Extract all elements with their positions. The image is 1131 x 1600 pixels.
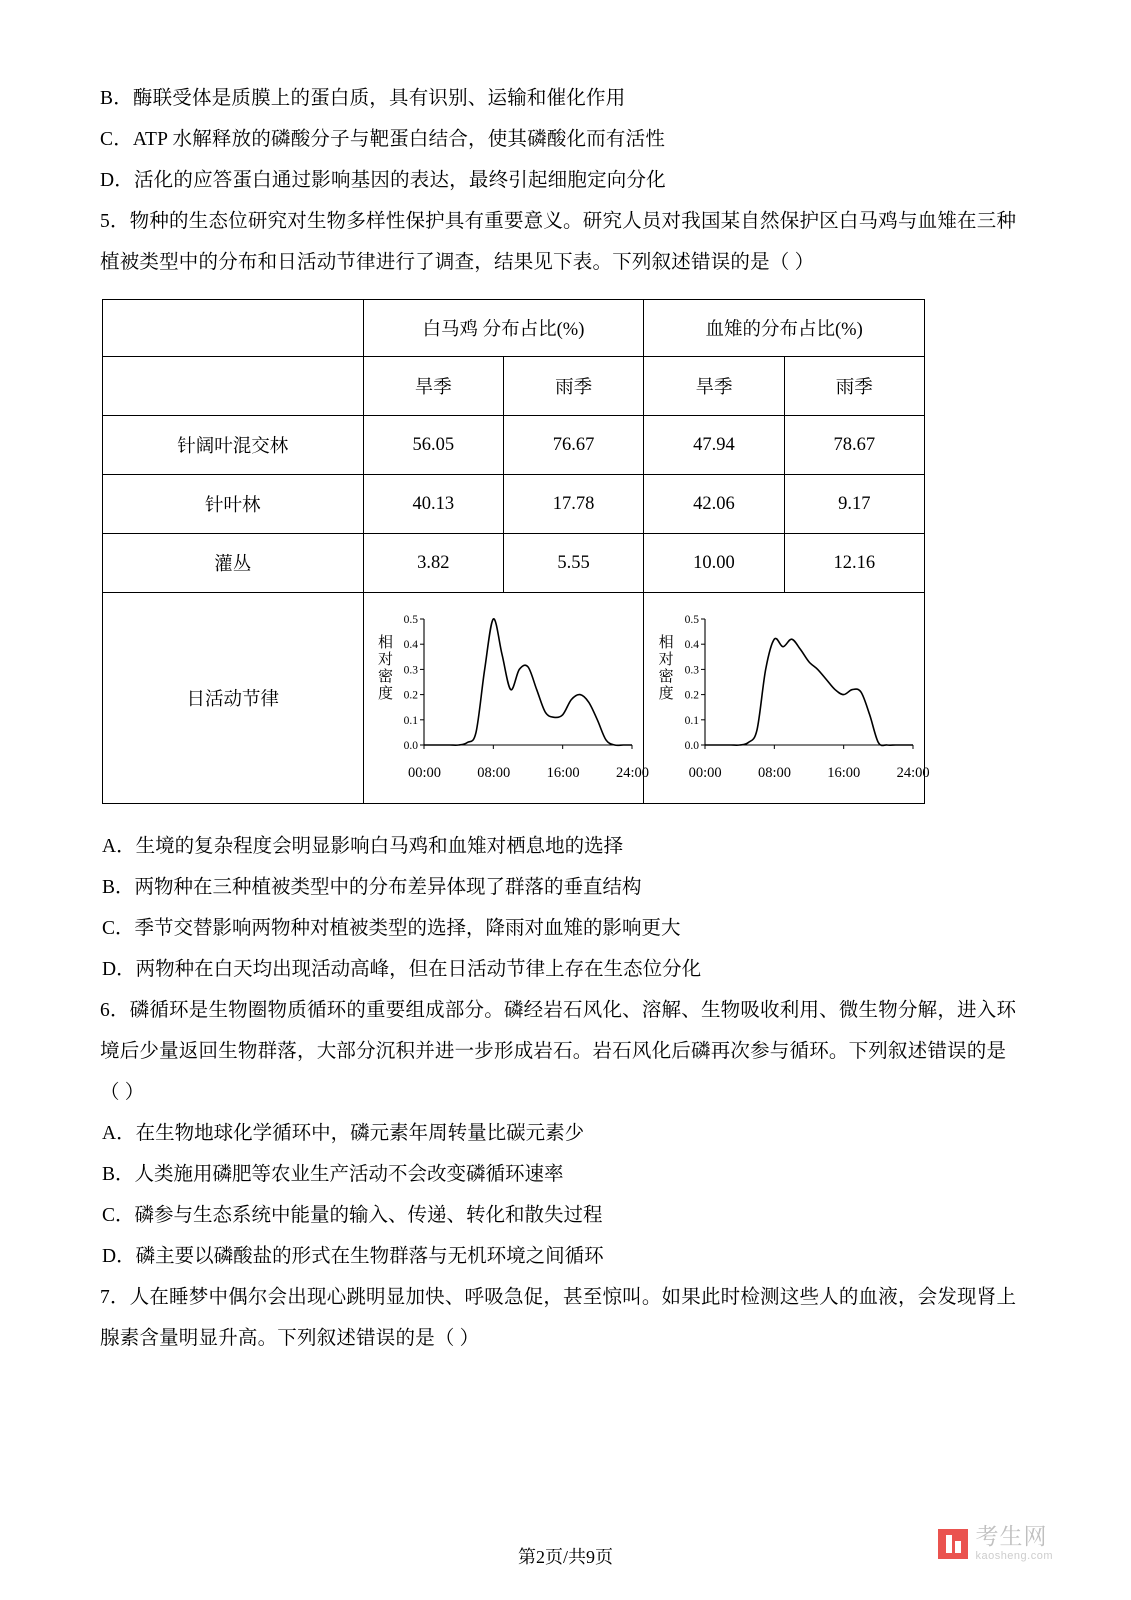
q6-option-d: D．磷主要以磷酸盐的形式在生物群落与无机环境之间循环 <box>102 1246 604 1267</box>
chart-2-xtick-label: 08:00 <box>757 765 791 781</box>
watermark <box>938 1525 1053 1562</box>
table-cell: 12.16 <box>784 534 924 593</box>
distribution-table-wrapper <box>102 299 930 804</box>
table-cell: 42.06 <box>644 475 784 534</box>
svg-text:0.4: 0.4 <box>684 639 700 652</box>
table-subheader-s1-dry: 旱季 <box>363 357 503 416</box>
question-7-line-2: 腺素含量明显升高。下列叙述错误的是（ ） <box>100 1328 480 1349</box>
table-subheader-blank <box>103 357 364 416</box>
svg-text:0.0: 0.0 <box>684 740 700 752</box>
table-row-label: 针阔叶混交林 <box>103 416 364 475</box>
table-row <box>103 534 925 593</box>
table-cell: 47.94 <box>644 416 784 475</box>
watermark-en-text: kaosheng.com <box>975 1550 1053 1562</box>
chart-cell-species-1 <box>363 593 649 804</box>
activity-chart-2 <box>649 605 930 791</box>
table-row-label: 灌丛 <box>103 534 364 593</box>
svg-text:0.1: 0.1 <box>404 714 419 727</box>
distribution-table <box>102 299 930 804</box>
table-row-label: 针叶林 <box>103 475 364 534</box>
chart-cell-species-2 <box>644 593 930 804</box>
svg-text:0.0: 0.0 <box>404 740 419 752</box>
table-header-species-2: 血雉的分布占比(%) <box>644 300 925 357</box>
table-subheader-s2-rain: 雨季 <box>784 357 924 416</box>
chart-2-xtick-label: 24:00 <box>896 765 930 781</box>
svg-text:0.5: 0.5 <box>684 614 700 626</box>
question-5-line-2: 植被类型中的分布和日活动节律进行了调查，结果见下表。下列叙述错误的是（ ） <box>100 252 815 273</box>
svg-text:0.5: 0.5 <box>404 614 419 626</box>
table-row <box>103 475 925 534</box>
table-header-species-1: 白马鸡 分布占比(%) <box>363 300 644 357</box>
question-6-line-1: 6．磷循环是生物圈物质循环的重要组成部分。磷经岩石风化、溶解、生物吸收利用、微生物分解，进入环 <box>100 1000 1017 1021</box>
svg-text:0.3: 0.3 <box>404 664 419 677</box>
svg-text:0.3: 0.3 <box>684 664 700 677</box>
table-cell: 40.13 <box>363 475 503 534</box>
q6-option-a: A．在生物地球化学循环中，磷元素年周转量比碳元素少 <box>102 1123 585 1144</box>
svg-text:0.1: 0.1 <box>684 714 700 727</box>
q5-option-d: D．两物种在白天均出现活动高峰，但在日活动节律上存在生态位分化 <box>102 959 702 980</box>
option-line-c-top: C．ATP 水解释放的磷酸分子与靶蛋白结合，使其磷酸化而有活性 <box>100 129 666 150</box>
question-7-line-1: 7．人在睡梦中偶尔会出现心跳明显加快、呼吸急促，甚至惊叫。如果此时检测这些人的血液，会发现肾上 <box>100 1287 1017 1308</box>
table-cell: 9.17 <box>784 475 924 534</box>
table-cell: 17.78 <box>503 475 643 534</box>
table-cell: 10.00 <box>644 534 784 593</box>
chart-1-plot <box>390 611 638 769</box>
watermark-cn-text: 考生网 <box>975 1523 1048 1549</box>
svg-text:0.2: 0.2 <box>684 689 700 702</box>
table-cell: 56.05 <box>363 416 503 475</box>
question-6-line-2: 境后少量返回生物群落，大部分沉积并进一步形成岩石。岩石风化后磷再次参与循环。下列叙述错误的是 <box>100 1041 1007 1062</box>
q5-option-b: B．两物种在三种植被类型中的分布差异体现了群落的垂直结构 <box>102 877 642 898</box>
chart-2-xtick-label: 00:00 <box>688 765 722 781</box>
page-content <box>100 78 1032 1359</box>
q6-option-b: B．人类施用磷肥等农业生产活动不会改变磷循环速率 <box>102 1164 564 1185</box>
watermark-logo-icon <box>938 1529 968 1559</box>
table-chart-row <box>103 593 925 804</box>
svg-text:0.2: 0.2 <box>404 689 419 702</box>
option-line-b-top: B．酶联受体是质膜上的蛋白质，具有识别、运输和催化作用 <box>100 88 626 109</box>
chart-2-plot <box>671 611 919 769</box>
table-cell: 78.67 <box>784 416 924 475</box>
table-subheader-s1-rain: 雨季 <box>503 357 643 416</box>
table-cell: 76.67 <box>503 416 643 475</box>
chart-1-xtick-label: 08:00 <box>477 765 511 781</box>
table-corner-cell <box>103 300 364 357</box>
chart-1-xtick-label: 00:00 <box>407 765 441 781</box>
svg-text:0.4: 0.4 <box>404 639 419 652</box>
chart-2-ylabel: 相对密度 <box>658 635 674 702</box>
question-6-line-3: （ ） <box>100 1082 145 1103</box>
question-5-line-1: 5．物种的生态位研究对生物多样性保护具有重要意义。研究人员对我国某自然保护区白马鸡与血雉在三种 <box>100 211 1017 232</box>
chart-2-xtick-label: 16:00 <box>827 765 861 781</box>
table-header-row-top <box>103 300 925 357</box>
page-footer: 第2页/共9页 <box>517 1547 613 1567</box>
chart-1-ylabel: 相对密度 <box>377 635 393 702</box>
table-subheader-s2-dry: 旱季 <box>644 357 784 416</box>
q5-option-a: A．生境的复杂程度会明显影响白马鸡和血雉对栖息地的选择 <box>102 836 624 857</box>
table-cell: 5.55 <box>503 534 643 593</box>
chart-1-xtick-label: 16:00 <box>546 765 580 781</box>
table-row <box>103 416 925 475</box>
q6-option-c: C．磷参与生态系统中能量的输入、传递、转化和散失过程 <box>102 1205 603 1226</box>
option-line-d-top: D．活化的应答蛋白通过影响基因的表达，最终引起细胞定向分化 <box>100 170 666 191</box>
chart-1-xtick-label: 24:00 <box>615 765 649 781</box>
q5-option-c: C．季节交替影响两物种对植被类型的选择，降雨对血雉的影响更大 <box>102 918 681 939</box>
activity-chart-1 <box>368 605 649 791</box>
table-row-label-activity: 日活动节律 <box>103 593 364 804</box>
table-cell: 3.82 <box>363 534 503 593</box>
table-header-row-sub <box>103 357 925 416</box>
